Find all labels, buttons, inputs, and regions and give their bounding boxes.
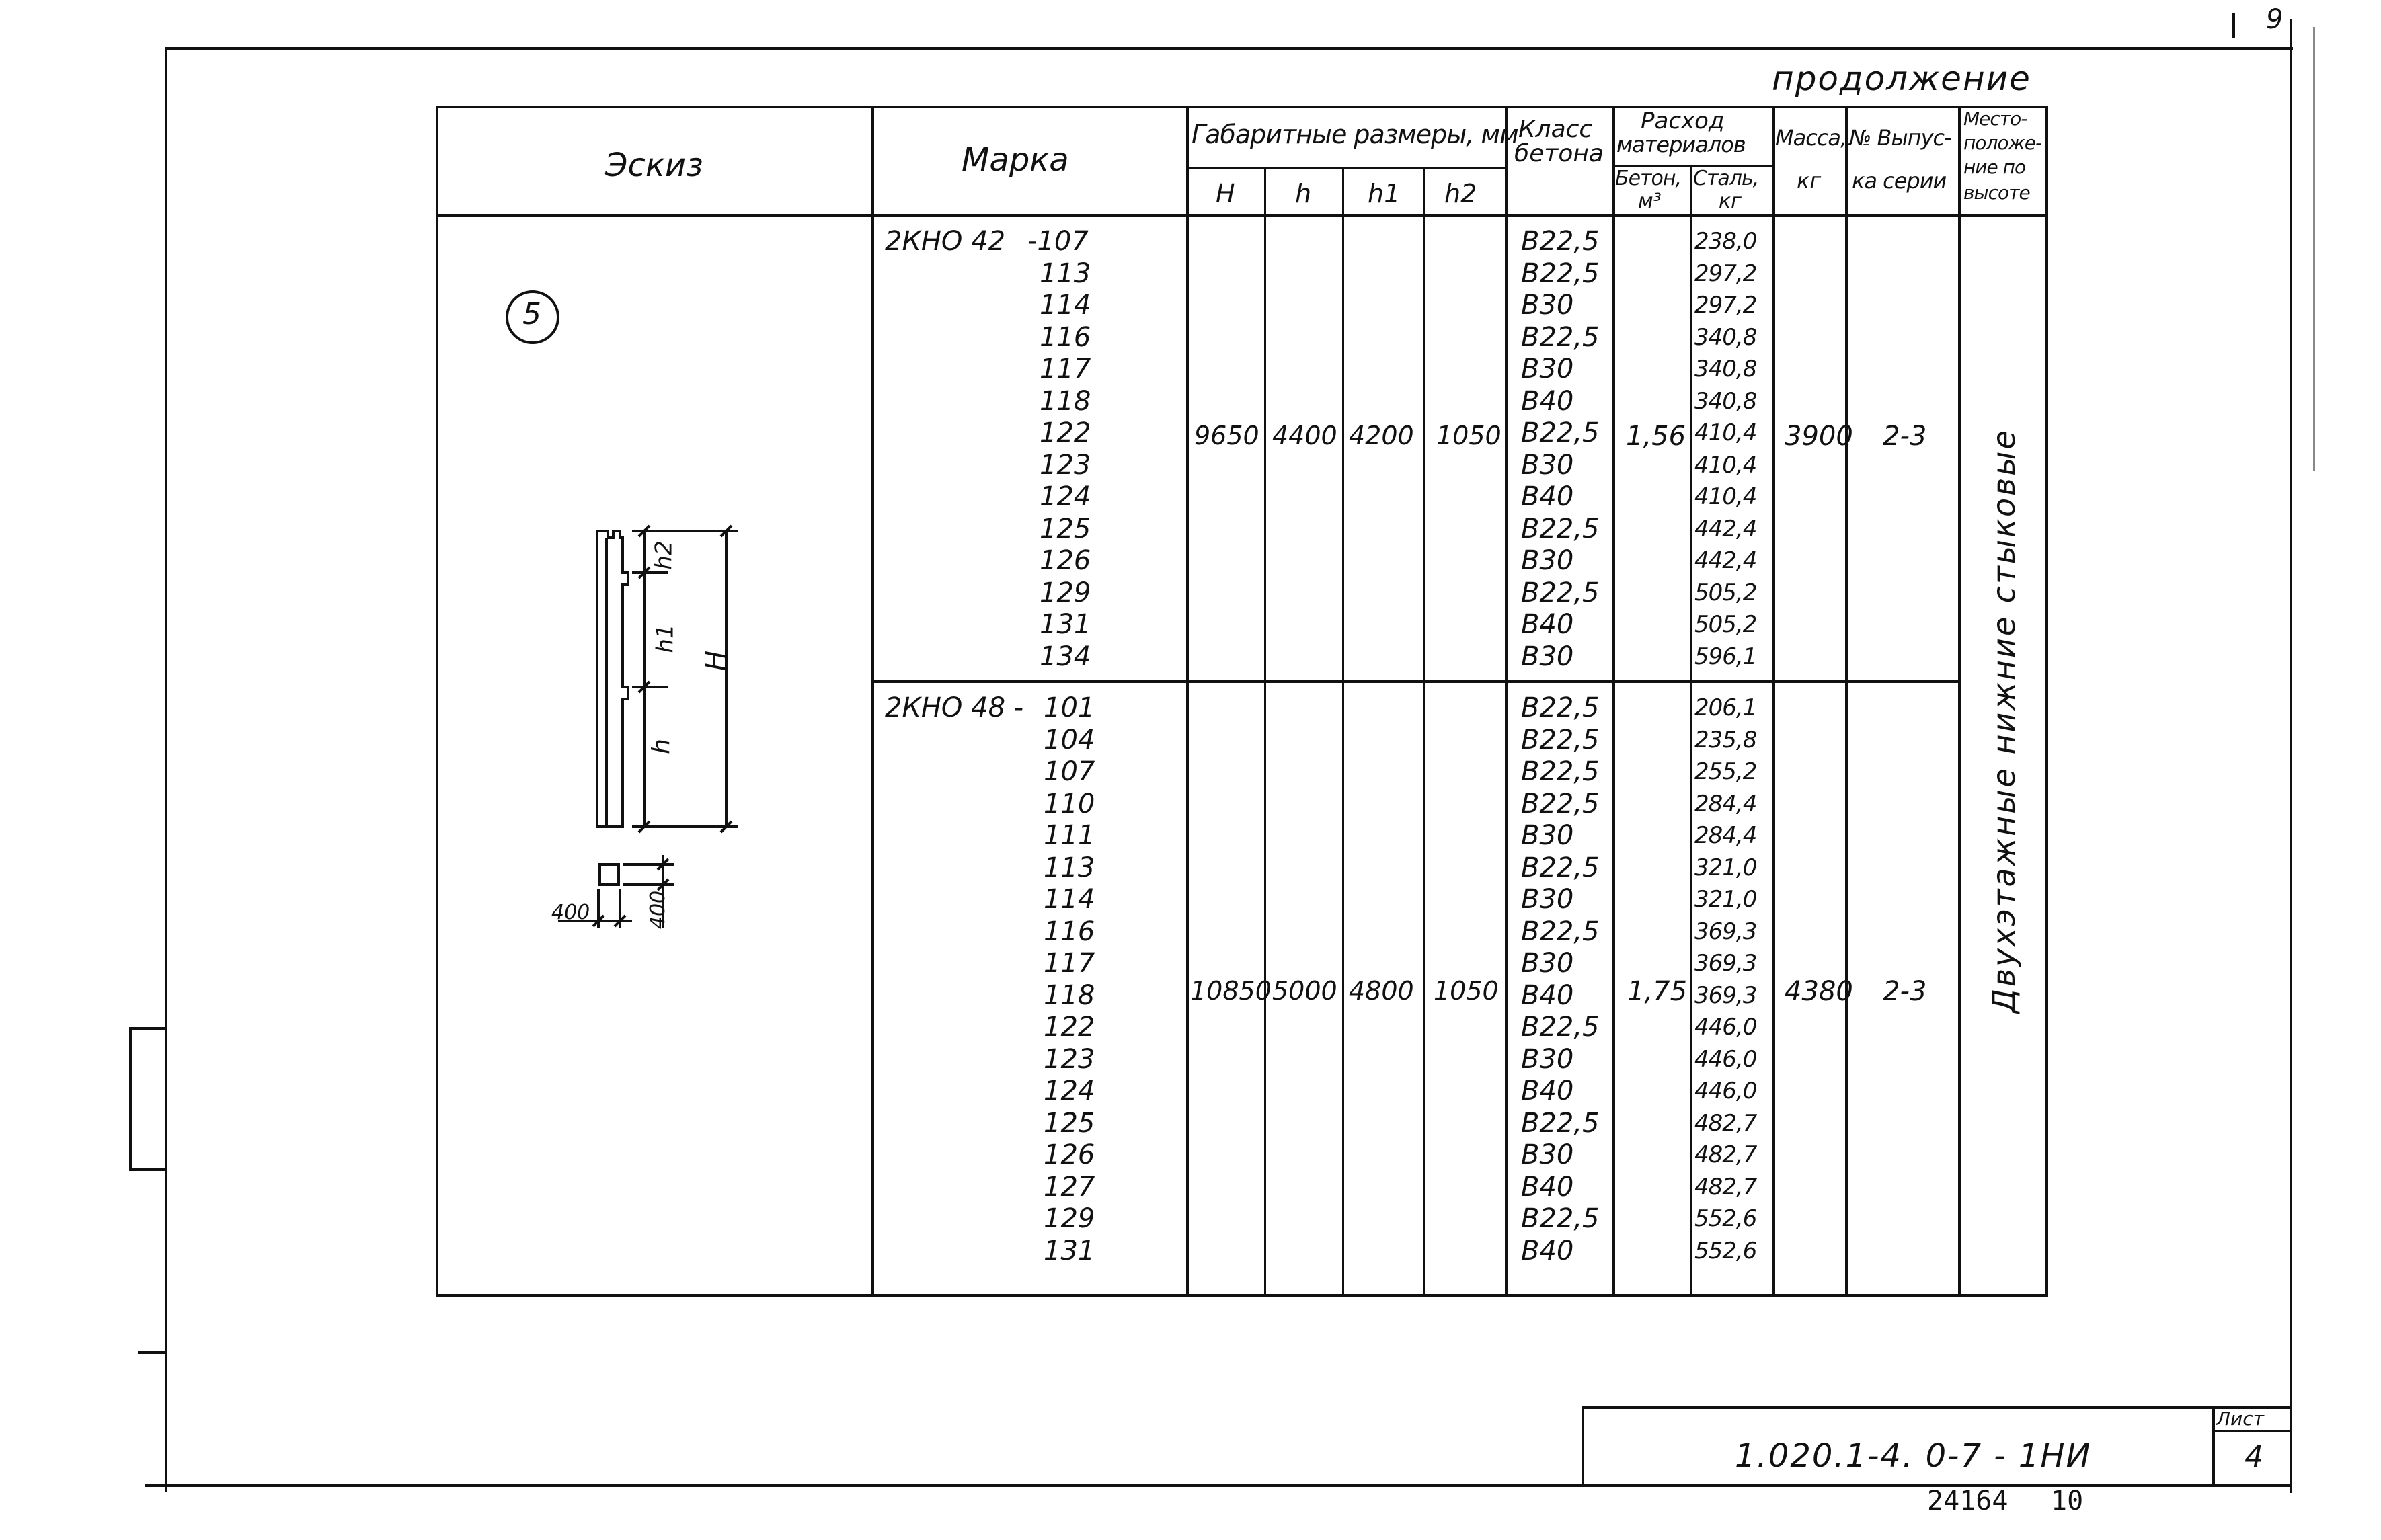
position-vertical-label: Двухэтажные нижние стыковые [1986, 428, 2022, 1013]
steel-cell: 446,0 [1694, 1045, 1757, 1073]
steel-cell: 482,7 [1694, 1109, 1757, 1137]
group2-concrete-class-list [1521, 692, 1600, 1267]
steel-cell: 340,8 [1694, 387, 1757, 415]
group1-steel-list [1694, 226, 1756, 673]
group2-h2: 1050 [1434, 976, 1499, 1006]
steel-cell: 235,8 [1694, 726, 1757, 754]
group1-concrete-class-list [1521, 226, 1600, 673]
steel-cell: 284,4 [1694, 822, 1757, 849]
header-position-2: положе- [1963, 132, 2042, 154]
mark-cell: 129 [1040, 577, 1091, 608]
header-concrete-class-2: бетона [1514, 140, 1604, 167]
steel-cell: 482,7 [1694, 1141, 1757, 1168]
concrete-class-cell: В30 [1521, 449, 1574, 481]
group2-h: 5000 [1272, 976, 1337, 1006]
mark-cell: 110 [1044, 788, 1095, 819]
steel-cell: 446,0 [1694, 1078, 1757, 1104]
corner-tab-line [2232, 13, 2235, 38]
group1-mark-list [1027, 226, 1091, 673]
margin-stub-left-1 [129, 1027, 167, 1030]
continuation-label: продолжение [1772, 59, 2031, 98]
steel-cell: 284,4 [1694, 790, 1757, 817]
steel-cell: 410,4 [1694, 451, 1757, 479]
concrete-class-cell: В40 [1521, 609, 1574, 640]
concrete-class-cell: В22,5 [1521, 852, 1600, 883]
concrete-class-cell: В30 [1521, 884, 1574, 915]
table-line-header-bottom [436, 214, 2048, 217]
group2-concrete-m3: 1,75 [1627, 976, 1688, 1007]
concrete-class-cell: В40 [1521, 979, 1574, 1011]
steel-cell: 369,3 [1694, 981, 1757, 1009]
steel-cell: 442,4 [1694, 515, 1757, 542]
mark-cell: 124 [1040, 481, 1091, 512]
title-block-sheet-sub [2212, 1430, 2292, 1432]
header-concrete-m3-2: м³ [1638, 190, 1662, 213]
margin-stub-vertical [129, 1027, 132, 1170]
concrete-class-cell: В22,5 [1521, 788, 1600, 819]
steel-cell: 410,4 [1694, 419, 1757, 446]
steel-cell: 255,2 [1694, 758, 1757, 785]
concrete-class-cell: В30 [1521, 641, 1574, 672]
table-col-concrete-steel [1690, 165, 1692, 1297]
concrete-class-cell: В40 [1521, 481, 1574, 512]
mark-cell: 123 [1044, 1043, 1095, 1075]
margin-stub-left-3 [138, 1351, 167, 1354]
mark-cell: 116 [1040, 321, 1091, 353]
steel-cell: 369,3 [1694, 918, 1757, 945]
steel-cell: 238,0 [1694, 228, 1757, 255]
mark-cell: 126 [1040, 545, 1091, 576]
concrete-class-cell: В30 [1521, 1139, 1574, 1170]
concrete-class-cell: В30 [1521, 948, 1574, 979]
mark-cell: 114 [1040, 290, 1091, 321]
group1-series: 2-3 [1883, 421, 1927, 452]
group1-mass: 3900 [1785, 421, 1853, 452]
table-col-h2-class [1505, 106, 1508, 1297]
mark-cell: 117 [1040, 354, 1091, 384]
header-series-2: ка серии [1852, 168, 1947, 194]
header-H: H [1216, 179, 1235, 208]
mark-cell: 113 [1040, 257, 1091, 289]
frame-top-border [165, 47, 2293, 50]
header-concrete-class-1: Класс [1518, 116, 1593, 143]
header-mass-1: Масса, [1775, 125, 1847, 151]
sheet-corner-number: 9 [2266, 4, 2284, 35]
steel-cell: 505,2 [1694, 579, 1757, 606]
mark-cell: 104 [1044, 724, 1095, 756]
sketch-number: 5 [522, 297, 541, 331]
concrete-class-cell: В22,5 [1521, 226, 1600, 257]
group1-mark-prefix: 2КНО 42 [885, 226, 1006, 257]
header-h: h [1295, 179, 1312, 208]
mark-cell: -107 [1027, 226, 1089, 257]
steel-cell: 206,1 [1694, 694, 1757, 721]
concrete-class-cell: В40 [1521, 1171, 1574, 1203]
concrete-class-cell: В22,5 [1521, 756, 1600, 787]
steel-cell: 297,2 [1694, 259, 1757, 287]
steel-cell: 369,3 [1694, 950, 1757, 977]
title-block-sheet-divider [2212, 1406, 2215, 1486]
sheet-label: Лист [2216, 1408, 2264, 1430]
stamp-number: 24164 [1927, 1486, 2008, 1516]
concrete-class-cell: В30 [1521, 1043, 1574, 1075]
header-sketch: Эскиз [605, 147, 703, 184]
concrete-class-cell: В40 [1521, 1235, 1574, 1266]
steel-cell: 596,1 [1694, 643, 1757, 670]
header-dims-group: Габаритные размеры, мм [1192, 120, 1518, 149]
sketch-dim-400-horizontal: 400 [551, 901, 590, 924]
sketch-dim-h2: h2 [650, 540, 678, 570]
concrete-class-cell: В30 [1521, 545, 1574, 576]
mark-cell: 107 [1044, 756, 1095, 787]
header-position-3: ние по [1963, 156, 2026, 178]
mark-cell: 124 [1044, 1076, 1095, 1106]
table-col-class-concrete [1612, 106, 1615, 1297]
header-position-1: Место- [1963, 108, 2027, 130]
concrete-class-cell: В22,5 [1521, 692, 1600, 723]
mark-cell: 123 [1040, 449, 1091, 481]
group1-concrete-m3: 1,56 [1626, 421, 1686, 452]
mark-cell: 122 [1044, 1012, 1095, 1043]
table-col-h-h1 [1342, 167, 1344, 1297]
title-block-top [1582, 1406, 2292, 1409]
stamp-extra: 10 [2051, 1486, 2084, 1516]
steel-cell: 505,2 [1694, 611, 1757, 638]
header-position-4: высоте [1963, 181, 2030, 204]
header-mark: Марка [962, 141, 1069, 179]
group2-mark-list [1044, 692, 1095, 1267]
concrete-class-cell: В22,5 [1521, 257, 1600, 289]
group2-H: 10850 [1190, 976, 1272, 1006]
frame-right-border [2290, 19, 2292, 1493]
document-code: 1.020.1-4. 0-7 - 1НИ [1735, 1437, 2092, 1475]
group1-h2: 1050 [1436, 421, 1501, 450]
steel-cell: 340,8 [1694, 323, 1757, 351]
sketch-dim-H: H [701, 650, 732, 672]
group1-H: 9650 [1194, 421, 1259, 450]
header-concrete-m3-1: Бетон, [1615, 167, 1682, 190]
concrete-class-cell: В30 [1521, 354, 1574, 384]
mark-cell: 122 [1040, 417, 1091, 448]
mark-cell: 131 [1044, 1235, 1095, 1266]
concrete-class-cell: В22,5 [1521, 1012, 1600, 1043]
mark-cell: 127 [1044, 1171, 1095, 1203]
mark-cell: 114 [1044, 884, 1095, 915]
steel-cell: 410,4 [1694, 483, 1757, 510]
concrete-class-cell: В22,5 [1521, 916, 1600, 947]
steel-cell: 321,0 [1694, 854, 1757, 881]
table-col-mark-H [1186, 106, 1189, 1297]
concrete-class-cell: В30 [1521, 820, 1574, 851]
group2-mark-prefix: 2КНО 48 - [885, 692, 1024, 723]
table-col-series-position [1958, 106, 1961, 1297]
frame-left-border [165, 47, 167, 1492]
mark-cell: 125 [1040, 513, 1091, 544]
header-mass-2: кг [1797, 168, 1822, 194]
sheet-number: 4 [2245, 1440, 2263, 1474]
table-col-steel-mass [1772, 106, 1775, 1297]
group1-h: 4400 [1272, 421, 1337, 450]
concrete-class-cell: В22,5 [1521, 1203, 1600, 1234]
mark-cell: 131 [1040, 609, 1091, 640]
table-line-bottom [436, 1294, 2048, 1297]
sketch-dim-400-vertical: 400 [646, 890, 670, 930]
steel-cell: 552,6 [1694, 1205, 1757, 1232]
steel-cell: 442,4 [1694, 547, 1757, 574]
header-series-1: № Выпус- [1849, 125, 1951, 151]
mark-cell: 126 [1044, 1139, 1095, 1170]
concrete-class-cell: В40 [1521, 385, 1574, 417]
header-h2: h2 [1444, 179, 1477, 208]
table-line-top [436, 106, 2048, 108]
concrete-class-cell: В22,5 [1521, 724, 1600, 756]
table-line-header-sub [1186, 167, 1508, 169]
table-col-h1-h2 [1423, 167, 1425, 1297]
table-col-mass-series [1845, 106, 1848, 1297]
concrete-class-cell: В40 [1521, 1076, 1574, 1106]
margin-stub-left-2 [129, 1168, 167, 1171]
group1-h1: 4200 [1349, 421, 1414, 450]
concrete-class-cell: В22,5 [1521, 321, 1600, 353]
header-materials-1: Расход [1641, 108, 1725, 134]
steel-cell: 446,0 [1694, 1014, 1757, 1041]
mark-cell: 129 [1044, 1203, 1095, 1234]
steel-cell: 297,2 [1694, 292, 1757, 319]
concrete-class-cell: В30 [1521, 290, 1574, 321]
table-line-group-divider [871, 680, 1959, 683]
group2-h1: 4800 [1349, 976, 1414, 1006]
mark-cell: 117 [1044, 948, 1095, 979]
group2-series: 2-3 [1883, 976, 1927, 1007]
mark-cell: 116 [1044, 916, 1095, 947]
sketch-dim-h1: h1 [652, 624, 679, 653]
steel-cell: 552,6 [1694, 1237, 1757, 1264]
steel-cell: 321,0 [1694, 886, 1757, 913]
steel-cell: 340,8 [1694, 356, 1757, 382]
mark-cell: 113 [1044, 852, 1095, 883]
mark-cell: 118 [1040, 385, 1091, 417]
header-steel-kg-2: кг [1719, 190, 1742, 213]
mark-cell: 118 [1044, 979, 1095, 1011]
table-col-H-h [1264, 167, 1266, 1297]
header-h1: h1 [1368, 179, 1401, 208]
concrete-class-cell: В22,5 [1521, 577, 1600, 608]
sketch-dim-h: h [647, 739, 675, 754]
right-edge-tick [2313, 27, 2315, 471]
title-block-left [1582, 1406, 1584, 1486]
concrete-class-cell: В22,5 [1521, 1107, 1600, 1139]
group2-steel-list [1694, 692, 1756, 1267]
table-line-left [436, 106, 438, 1297]
table-col-sketch-mark [871, 106, 874, 1297]
steel-cell: 482,7 [1694, 1173, 1757, 1201]
concrete-class-cell: В22,5 [1521, 513, 1600, 544]
mark-cell: 101 [1044, 692, 1095, 723]
mark-cell: 125 [1044, 1107, 1095, 1139]
mark-cell: 111 [1044, 820, 1095, 851]
group2-mass: 4380 [1785, 976, 1853, 1007]
table-line-right [2045, 106, 2048, 1297]
mark-cell: 134 [1040, 641, 1091, 672]
concrete-class-cell: В22,5 [1521, 417, 1600, 448]
header-materials-2: материалов [1616, 132, 1746, 157]
header-steel-kg-1: Сталь, [1693, 167, 1759, 190]
